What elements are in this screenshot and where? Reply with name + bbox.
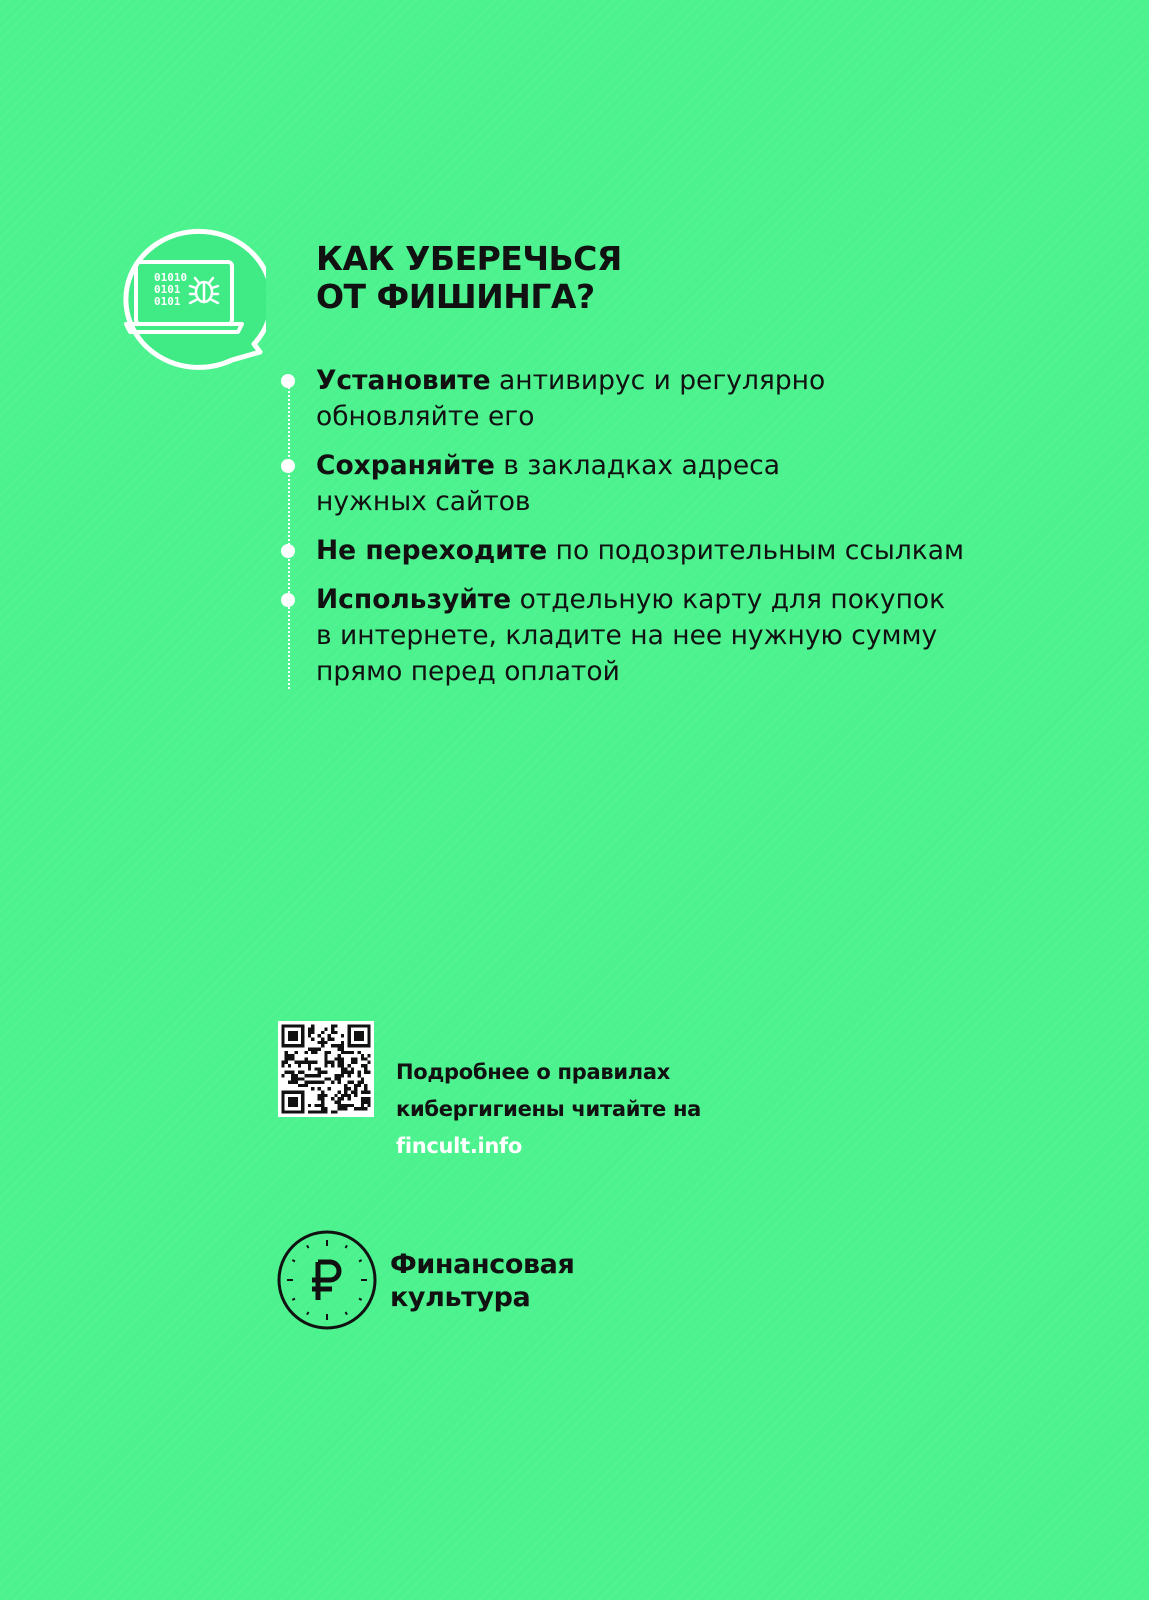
laptop-bug-speech-bubble-icon: [104, 226, 266, 370]
tip-text-line-2: обновляйте его: [316, 401, 535, 432]
list-item: [316, 448, 1116, 520]
tip-keyword: Не переходите: [316, 535, 548, 566]
brand-line-2: культура: [390, 1282, 531, 1313]
tip-text-line-2: нужных сайтов: [316, 486, 531, 517]
bullet-dot-icon: [281, 593, 295, 607]
tip-text-line-3: прямо перед оплатой: [316, 656, 620, 687]
tip-text: по подозрительным ссылкам: [547, 535, 964, 566]
brand-logo-text: [390, 1248, 574, 1314]
fincult-link[interactable]: fincult.info: [396, 1134, 523, 1158]
binary-line-3: 0101: [154, 295, 181, 308]
more-info-line-2: [396, 1091, 701, 1165]
tip-keyword: Установите: [316, 365, 491, 396]
tip-text: в закладках адреса: [494, 450, 780, 481]
more-info-line-1: Подробнее о правилах: [396, 1060, 670, 1084]
title-line-1: КАК УБЕРЕЧЬСЯ: [316, 239, 622, 278]
binary-line-2: 0101: [154, 283, 181, 296]
title-line-2: ОТ ФИШИНГА?: [316, 277, 595, 316]
more-info-text: [396, 1054, 701, 1165]
tip-text: антивирус и регулярно: [490, 365, 826, 396]
page-title: [316, 240, 622, 316]
bullet-dot-icon: [281, 544, 295, 558]
bullet-dot-icon: [281, 374, 295, 388]
more-info-prefix: кибергигиены читайте на: [396, 1097, 702, 1121]
ruble-sign-icon: [312, 1262, 339, 1300]
list-item: [316, 582, 1116, 690]
tip-keyword: Используйте: [316, 584, 512, 615]
tip-text: отдельную карту для покупок: [511, 584, 946, 615]
ruble-clock-icon: [276, 1229, 378, 1331]
tip-keyword: Сохраняйте: [316, 450, 495, 481]
tips-list: [316, 363, 1116, 703]
binary-line-1: 01010: [154, 271, 188, 284]
list-item: [316, 363, 1116, 435]
qr-code[interactable]: [278, 1021, 374, 1117]
list-item: [316, 533, 1116, 569]
bullet-dot-icon: [281, 459, 295, 473]
tip-text-line-2: в интернете, кладите на нее нужную сумму: [316, 620, 938, 651]
brand-line-1: Финансовая: [390, 1249, 575, 1280]
